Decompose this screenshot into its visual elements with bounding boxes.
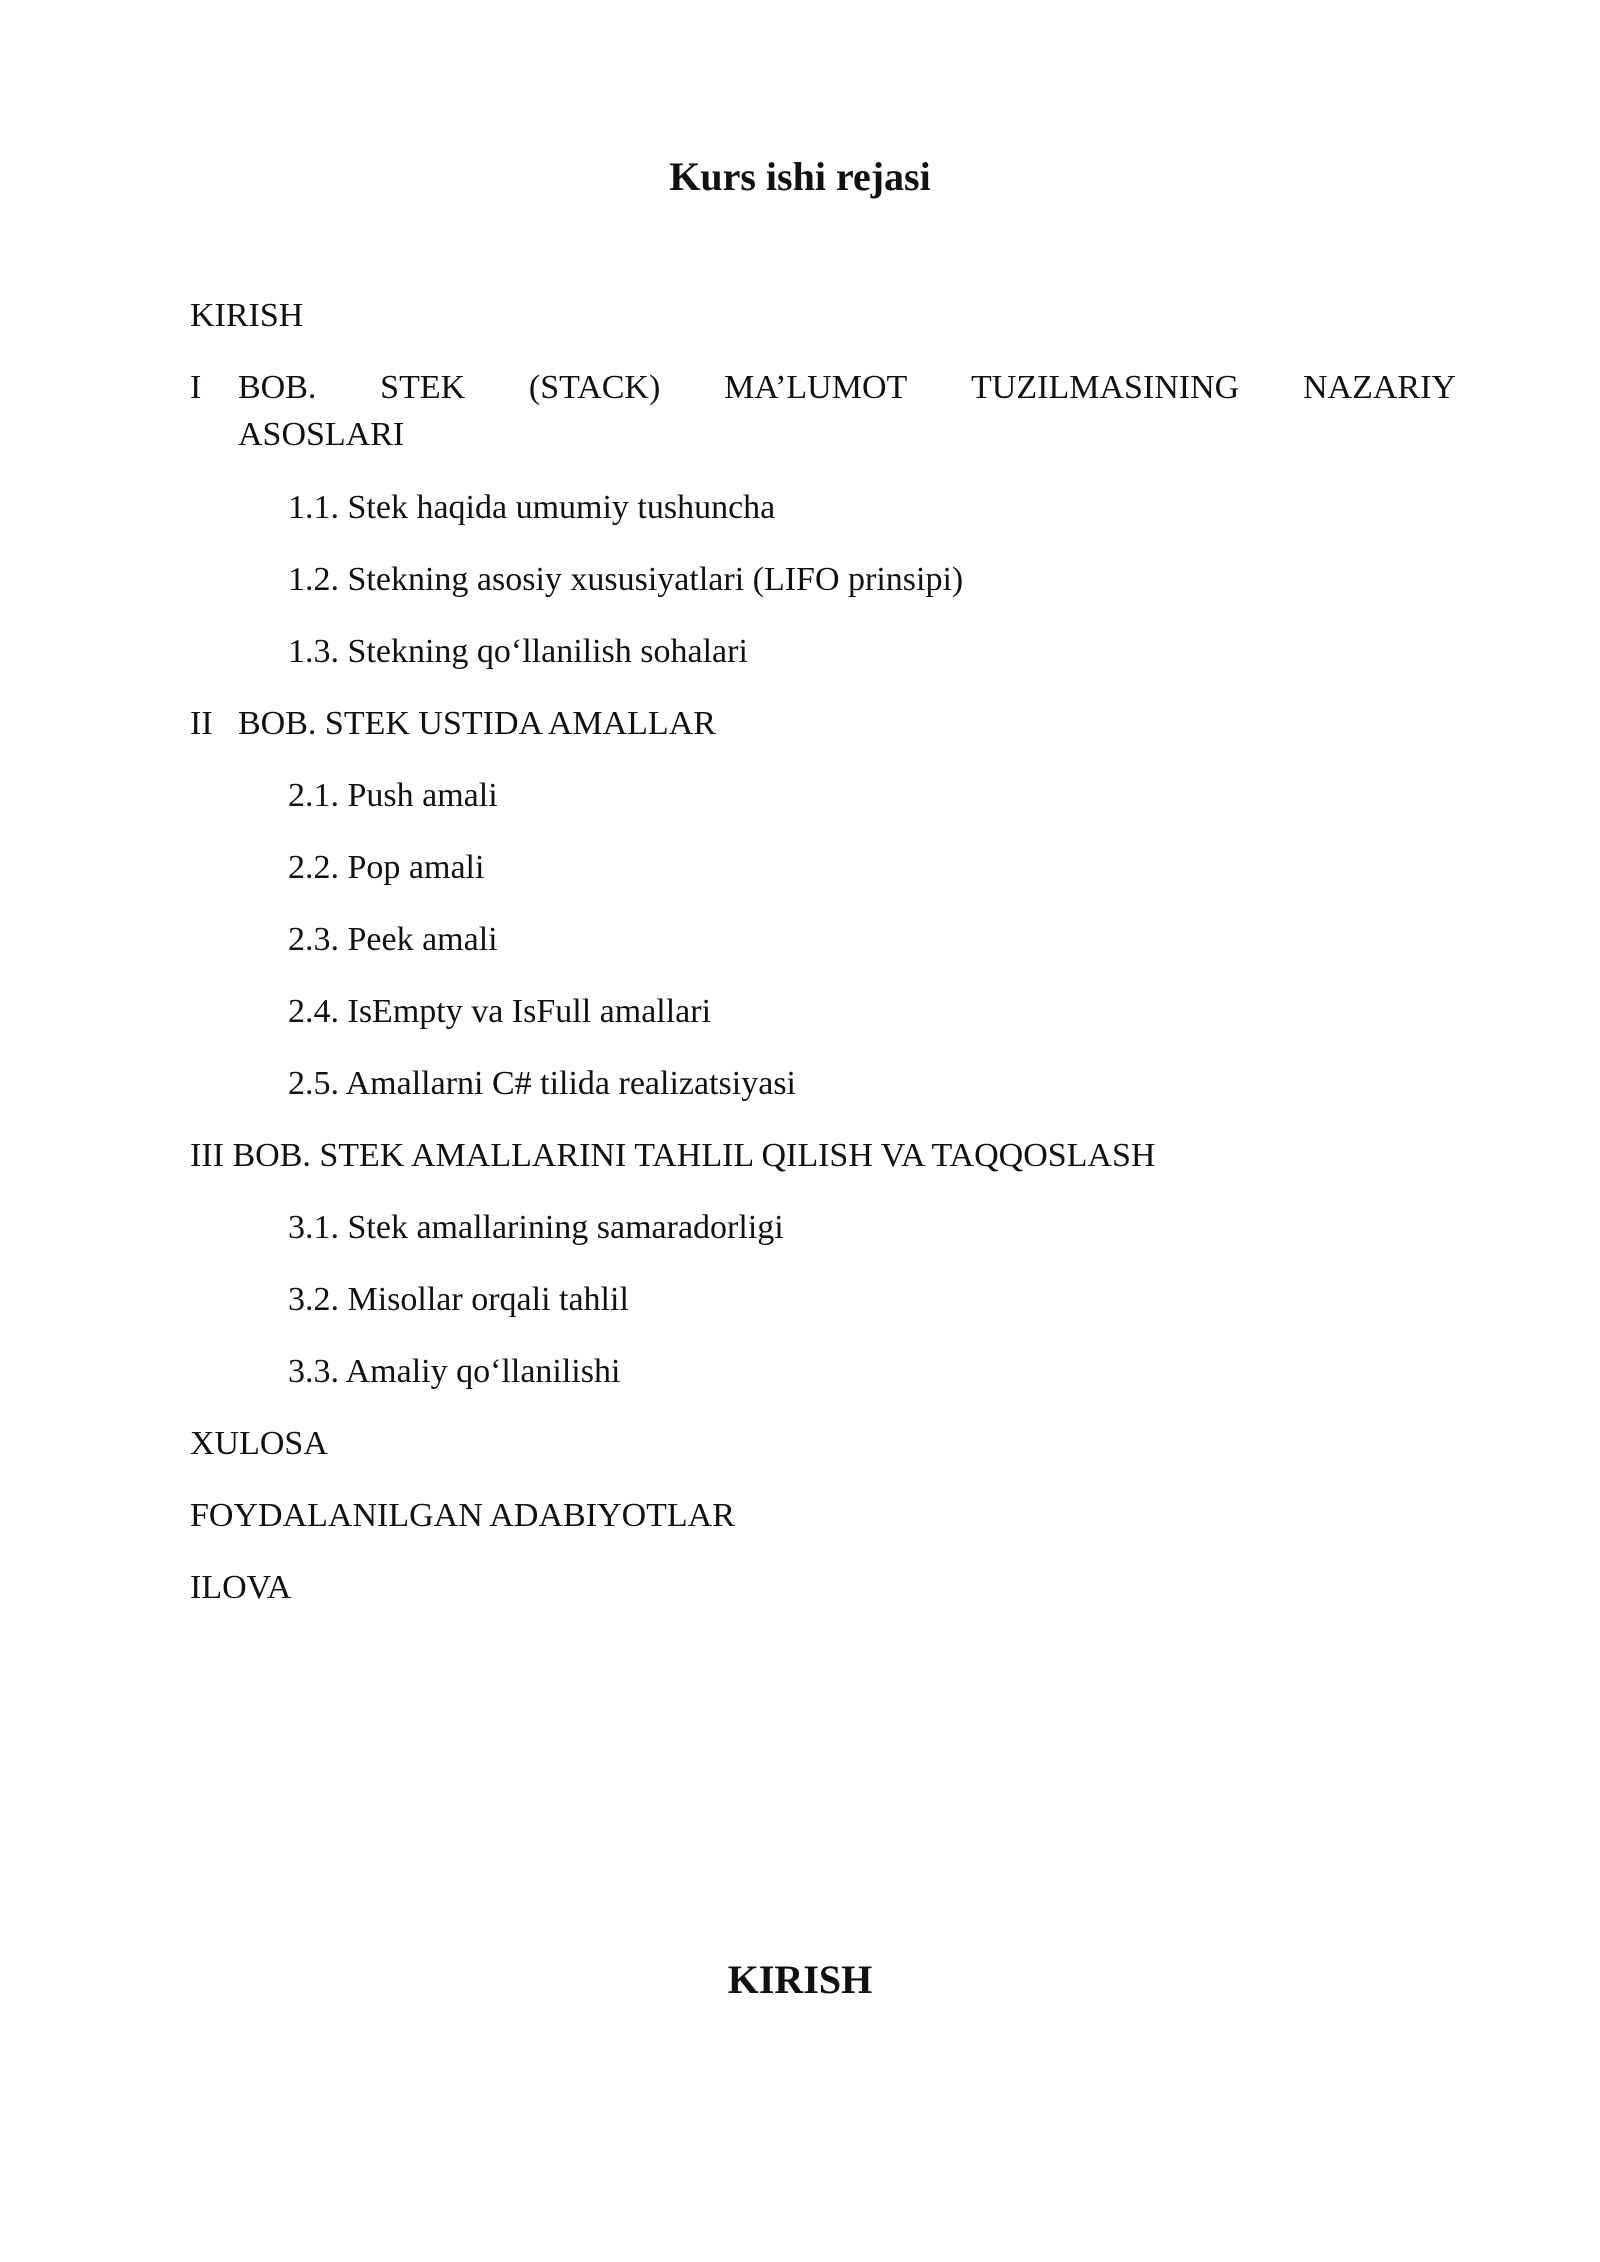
toc-item-references: FOYDALANILGAN ADABIYOTLAR bbox=[190, 1497, 735, 1534]
chapter-number: I bbox=[190, 369, 202, 406]
toc-section: 3.1. Stek amallarining samaradorligi bbox=[288, 1209, 784, 1246]
toc-item-appendix: ILOVA bbox=[190, 1569, 292, 1606]
toc-section: 2.1. Push amali bbox=[288, 777, 498, 814]
toc-section: 1.1. Stek haqida umumiy tushuncha bbox=[288, 489, 776, 526]
toc-section: 1.2. Stekning asosiy xususiyatlari (LIFO prinsipi) bbox=[288, 561, 964, 598]
toc-item-intro: KIRISH bbox=[190, 297, 304, 334]
toc-section: 3.2. Misollar orqali tahlil bbox=[288, 1281, 629, 1318]
toc-section: 2.2. Pop amali bbox=[288, 849, 485, 886]
chapter-title-line-1 bbox=[238, 364, 1456, 411]
title-word: BOB. bbox=[238, 369, 317, 406]
page-title: Kurs ishi rejasi bbox=[669, 154, 931, 199]
table-of-contents bbox=[190, 292, 1456, 1636]
toc-chapter-1 bbox=[190, 364, 1456, 484]
title-word: NAZARIY bbox=[1302, 369, 1456, 406]
toc-section: 2.5. Amallarni C# tilida realizatsiyasi bbox=[288, 1065, 796, 1102]
section-heading: KIRISH bbox=[727, 1957, 873, 2002]
toc-chapter-2 bbox=[190, 700, 1456, 772]
toc-section: 1.3. Stekning qo‘llanilish sohalari bbox=[288, 633, 748, 670]
chapter-number: II bbox=[190, 705, 213, 742]
title-word: MA’LUMOT bbox=[724, 369, 908, 406]
title-word: STEK bbox=[380, 369, 466, 406]
toc-chapter-3: III BOB. STEK AMALLARINI TAHLIL QILISH VA TAQQOSLASH bbox=[190, 1137, 1156, 1174]
chapter-title: BOB. STEK USTIDA AMALLAR bbox=[238, 705, 716, 742]
title-word: TUZILMASINING bbox=[971, 369, 1240, 406]
toc-section: 2.3. Peek amali bbox=[288, 921, 498, 958]
chapter-title bbox=[238, 364, 1456, 458]
title-word: (STACK) bbox=[528, 369, 661, 406]
toc-section: 3.3. Amaliy qo‘llanilishi bbox=[288, 1353, 621, 1390]
toc-item-conclusion: XULOSA bbox=[190, 1425, 328, 1462]
chapter-title-line-2: ASOSLARI bbox=[238, 416, 405, 453]
toc-section: 2.4. IsEmpty va IsFull amallari bbox=[288, 993, 712, 1030]
